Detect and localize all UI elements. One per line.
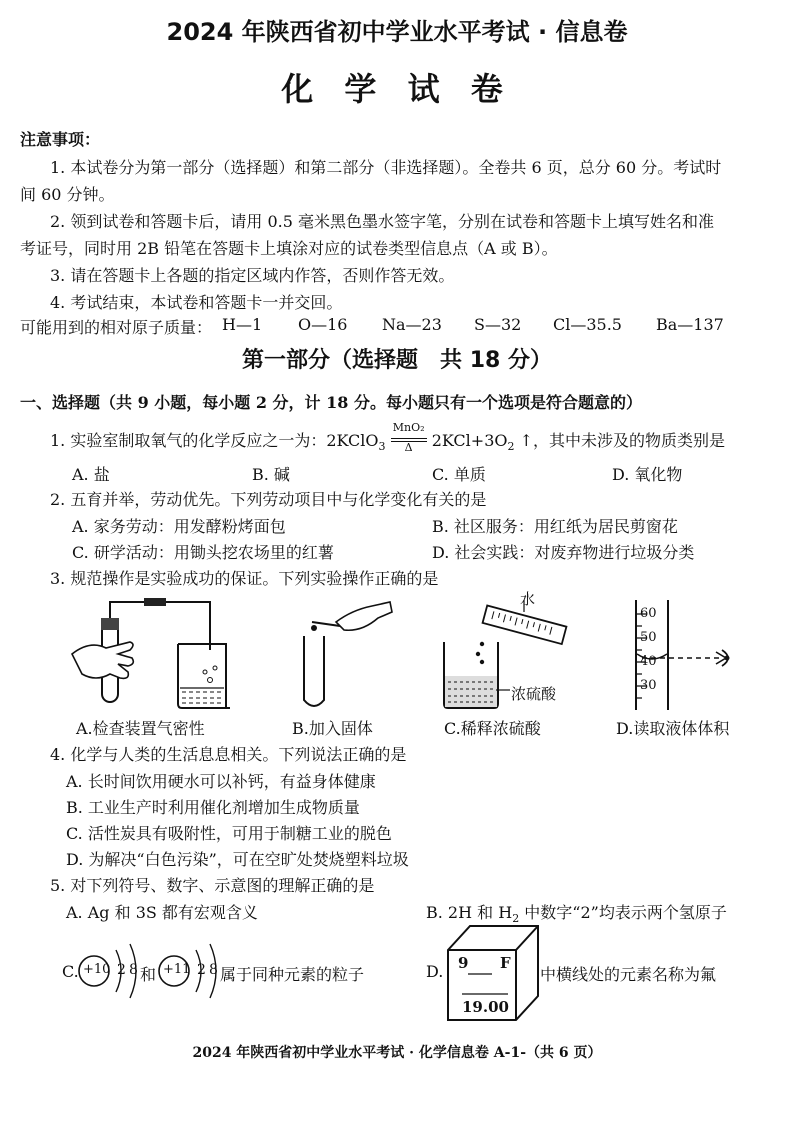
atomic-mass-ba: Ba—137 [656,315,724,334]
q5-option-c-text: 属于同种元素的粒子 [220,965,365,984]
q5-option-d-label: D. [426,962,444,981]
notice-item-4: 4. 考试结束，本试卷和答题卡一并交回。 [50,293,343,312]
notice-item-3: 3. 请在答题卡上各题的指定区域内作答，否则作答无效。 [50,266,455,285]
reaction-condition: $\frac{\text{MnO₂}}{\Delta}$ [391,433,427,451]
q5-option-b: B. 2H 和 $H_2$ 中数字“2”均表示两个氢原子 [426,903,727,926]
q1-stem: 1. 实验室制取氧气的化学反应之一为：2KClO$_3$ $\frac{\text{MnO₂}}{\Delta}$ $2KCl+3O_2$ ↑，其中未涉及的物质类别是 [50,420,725,454]
q3-stem: 3. 规范操作是实验成功的保证。下列实验操作正确的是 [50,569,439,588]
q2-stem: 2. 五育并举，劳动优先。下列劳动项目中与化学变化有关的是 [50,490,487,509]
atomic-mass-label: 可能用到的相对原子质量： [20,318,213,337]
q2-option-d: D. 社会实践：对废弃物进行垃圾分类 [432,543,695,562]
atomic-mass-h: H—1 [222,315,263,334]
ion1-nucleus: +10 [83,962,111,977]
q4-option-c: C. 活性炭具有吸附性，可用于制糖工业的脱色 [66,824,392,843]
q3-option-c: C.稀释浓硫酸 [444,719,541,738]
acid-label: 浓硫酸 [511,685,557,703]
q4-option-a: A. 长时间饮用硬水可以补钙，有益身体健康 [66,772,376,791]
page-footer: 2024 年陕西省初中学业水平考试 · 化学信息卷 A-1-（共 6 页） [192,1045,602,1061]
tick-60: 60 [640,606,657,621]
subject-title: 化 学 试 卷 [281,70,513,108]
ion1-shell-1: 2 [117,962,126,978]
notice-title: 注意事项： [20,130,101,149]
notice-item-2: 2. 领到试卷和答题卡后，请用 0.5 毫米黑色墨水签字笔，分别在试卷和答题卡上填写姓名和准 [50,212,714,231]
q4-option-b: B. 工业生产时利用催化剂增加生成物质量 [66,798,360,817]
element-mass: 19.00 [462,998,509,1016]
q5-option-a: A. Ag 和 3S 都有宏观含义 [66,903,258,922]
exam-title: 2024 年陕西省初中学业水平考试 · 信息卷 [166,18,628,46]
figure-airtightness-check [60,592,230,714]
ion2-shell-2: 8 [209,962,218,978]
figure-adding-solid [292,596,402,714]
q2-option-b: B. 社区服务：用红纸为居民剪窗花 [432,517,678,536]
atomic-mass-na: Na—23 [382,315,442,334]
atomic-mass-cl: Cl—35.5 [553,315,622,334]
q4-option-d: D. 为解决“白色污染”，可在空旷处焚烧塑料垃圾 [66,850,409,869]
q3-option-b: B.加入固体 [292,719,373,738]
part1-title: 第一部分（选择题 共 18 分） [242,348,552,373]
q1-option-a: A. 盐 [72,465,110,484]
notice-item-1: 1. 本试卷分为第一部分（选择题）和第二部分（非选择题）。全卷共 6 页，总分 60 分。考试时 [50,158,722,177]
q5-option-c-label: C. [62,962,79,981]
tick-30: 30 [640,678,657,693]
water-label: 水 [520,590,536,608]
ion2-nucleus: +11 [163,962,191,977]
q1-option-c: C. 单质 [432,465,486,484]
element-number: 9 [458,954,469,972]
q5-option-c-and: 和 [140,965,157,984]
q5-option-d-text: 中横线处的元素名称为氟 [540,965,717,984]
notice-item-2-cont: 考证号，同时用 2B 铅笔在答题卡上填涂对应的试卷类型信息点（A 或 B）。 [20,239,558,258]
notice-item-1-cont: 间 60 分钟。 [20,185,115,204]
q5-stem: 5. 对下列符号、数字、示意图的理解正确的是 [50,876,375,895]
q4-stem: 4. 化学与人类的生活息息相关。下列说法正确的是 [50,745,407,764]
q2-option-a: A. 家务劳动：用发酵粉烤面包 [72,517,286,536]
ion2-shell-1: 2 [197,962,206,978]
tick-40: 40 [640,654,657,669]
atomic-mass-o: O—16 [298,315,348,334]
q1-option-b: B. 碱 [252,465,290,484]
q2-option-c: C. 研学活动：用锄头挖农场里的红薯 [72,543,334,562]
figure-diluting-acid [438,592,578,714]
element-symbol: F [500,954,511,972]
tick-50: 50 [640,630,657,645]
atomic-mass-s: S—32 [474,315,522,334]
q1-option-d: D. 氧化物 [612,465,683,484]
ion1-shell-2: 8 [129,962,138,978]
section-head: 一、选择题（共 9 小题，每小题 2 分，计 18 分。每小题只有一个选项是符合题意的） [20,393,642,412]
q3-option-d: D.读取液体体积 [616,719,730,738]
q3-option-a: A.检查装置气密性 [76,719,205,738]
